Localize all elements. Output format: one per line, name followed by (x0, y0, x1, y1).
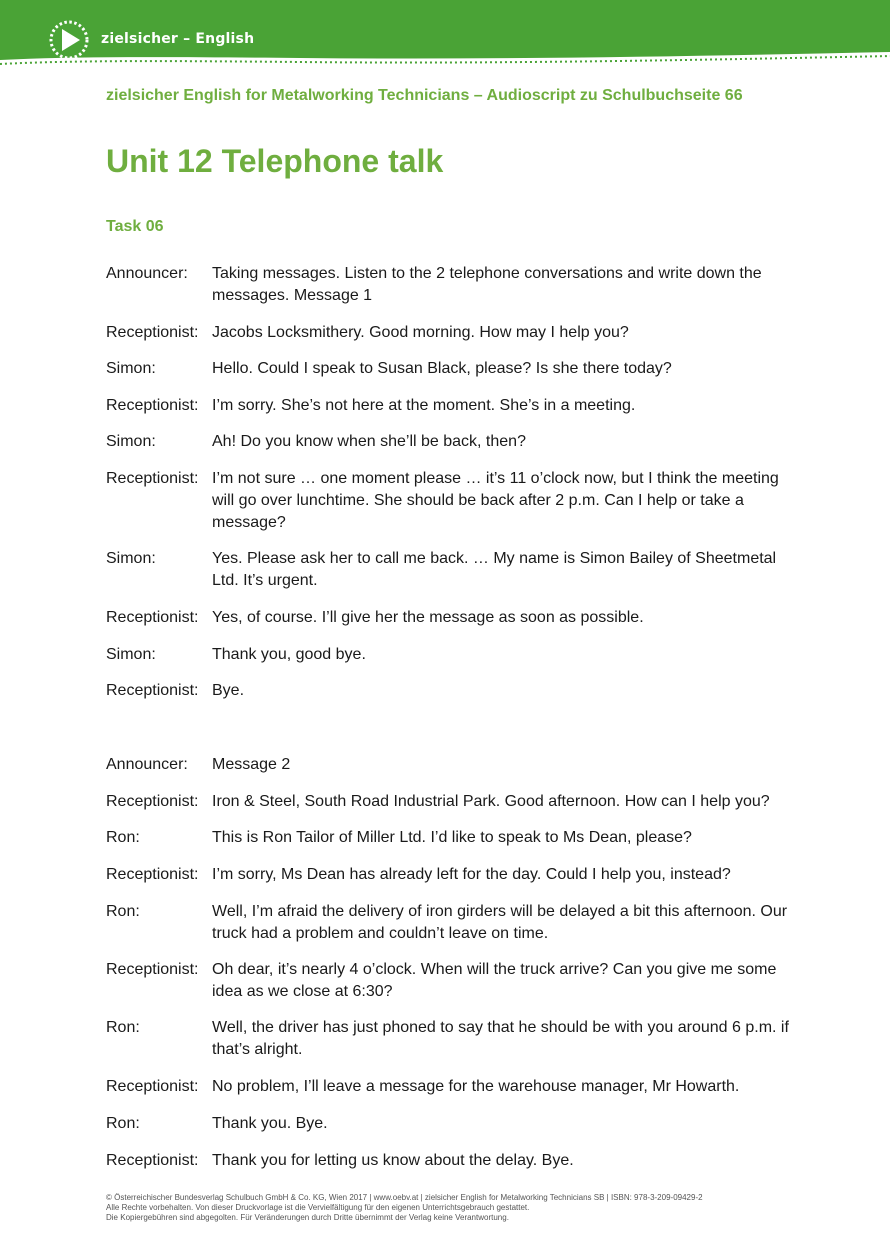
utterance: Well, the driver has just phoned to say that he should be with you around 6 p.m. if that’s alright. (212, 1019, 789, 1058)
speaker: Receptionist: (106, 324, 199, 341)
speaker: Ron: (106, 829, 140, 846)
utterance: Yes. Please ask her to call me back. … My name is Simon Bailey of Sheetmetal Ltd. It’s urgent. (212, 550, 777, 589)
utterance: Thank you. Bye. (212, 1115, 328, 1132)
speaker: Receptionist: (106, 961, 199, 978)
utterance: Yes, of course. I’ll give her the message as soon as possible. (212, 609, 644, 626)
speaker: Receptionist: (106, 470, 199, 487)
copyright-footer (106, 1193, 703, 1223)
page-title: Unit 12 Telephone talk (106, 143, 444, 179)
utterance: I’m sorry, Ms Dean has already left for the day. Could I help you, instead? (212, 866, 731, 883)
speaker: Simon: (106, 550, 156, 567)
speaker: Ron: (106, 1115, 140, 1132)
utterance: No problem, I’ll leave a message for the warehouse manager, Mr Howarth. (212, 1078, 740, 1095)
utterance: Message 2 (212, 756, 291, 773)
utterance: I’m sorry. She’s not here at the moment. She’s in a meeting. (212, 397, 636, 414)
speaker: Receptionist: (106, 609, 199, 626)
utterance: Bye. (212, 682, 245, 699)
speaker: Ron: (106, 1019, 140, 1036)
utterance: Iron & Steel, South Road Industrial Park. Good afternoon. How can I help you? (212, 793, 770, 810)
utterance: Jacobs Locksmithery. Good morning. How may I help you? (212, 324, 629, 341)
utterance: Hello. Could I speak to Susan Black, please? Is she there today? (212, 360, 672, 377)
utterance: Taking messages. Listen to the 2 telephone conversations and write down the messages. Message 1 (212, 265, 762, 304)
speaker: Announcer: (106, 265, 188, 282)
footer-line: Alle Rechte vorbehalten. Von dieser Druckvorlage ist die Vervielfältigung für den eigenen Unterrichtsgebrauch gestattet. (106, 1203, 530, 1212)
utterance: Ah! Do you know when she’ll be back, then? (212, 433, 526, 450)
document-subtitle: zielsicher English for Metalworking Technicians – Audioscript zu Schulbuchseite 66 (106, 87, 743, 104)
speaker: Announcer: (106, 756, 188, 773)
brand-name: zielsicher – English (101, 31, 255, 47)
utterance: Oh dear, it’s nearly 4 o’clock. When will the truck arrive? Can you give me some idea as we close at 6:30? (212, 961, 777, 1000)
utterance: Thank you, good bye. (212, 646, 366, 663)
speaker: Receptionist: (106, 682, 199, 699)
speaker: Receptionist: (106, 1078, 199, 1095)
utterance: I’m not sure … one moment please … it’s 11 o’clock now, but I think the meeting will go over lunchtime. She should be back after 2 p.m. Can I help or take a message? (212, 470, 779, 531)
speaker: Simon: (106, 433, 156, 450)
speaker: Simon: (106, 646, 156, 663)
utterance: This is Ron Tailor of Miller Ltd. I’d like to speak to Ms Dean, please? (212, 829, 692, 846)
utterance: Well, I’m afraid the delivery of iron girders will be delayed a bit this afternoon. Our truck had a problem and couldn’t leave on time. (212, 903, 788, 942)
footer-line: © Österreichischer Bundesverlag Schulbuch GmbH & Co. KG, Wien 2017 | www.oebv.at | zielsicher English for Metalworking Technicians SB | ISBN: 978-3-209-09429-2 (106, 1193, 703, 1202)
speaker: Receptionist: (106, 1152, 199, 1169)
utterance: Thank you for letting us know about the delay. Bye. (212, 1152, 574, 1169)
header-banner (0, 0, 890, 80)
task-heading: Task 06 (106, 218, 164, 235)
speaker: Receptionist: (106, 866, 199, 883)
speaker: Ron: (106, 903, 140, 920)
footer-line: Die Kopiergebühren sind abgegolten. Für Veränderungen durch Dritte übernimmt der Verlag keine Verantwortung. (106, 1213, 509, 1222)
speaker: Simon: (106, 360, 156, 377)
speaker: Receptionist: (106, 793, 199, 810)
speaker: Receptionist: (106, 397, 199, 414)
